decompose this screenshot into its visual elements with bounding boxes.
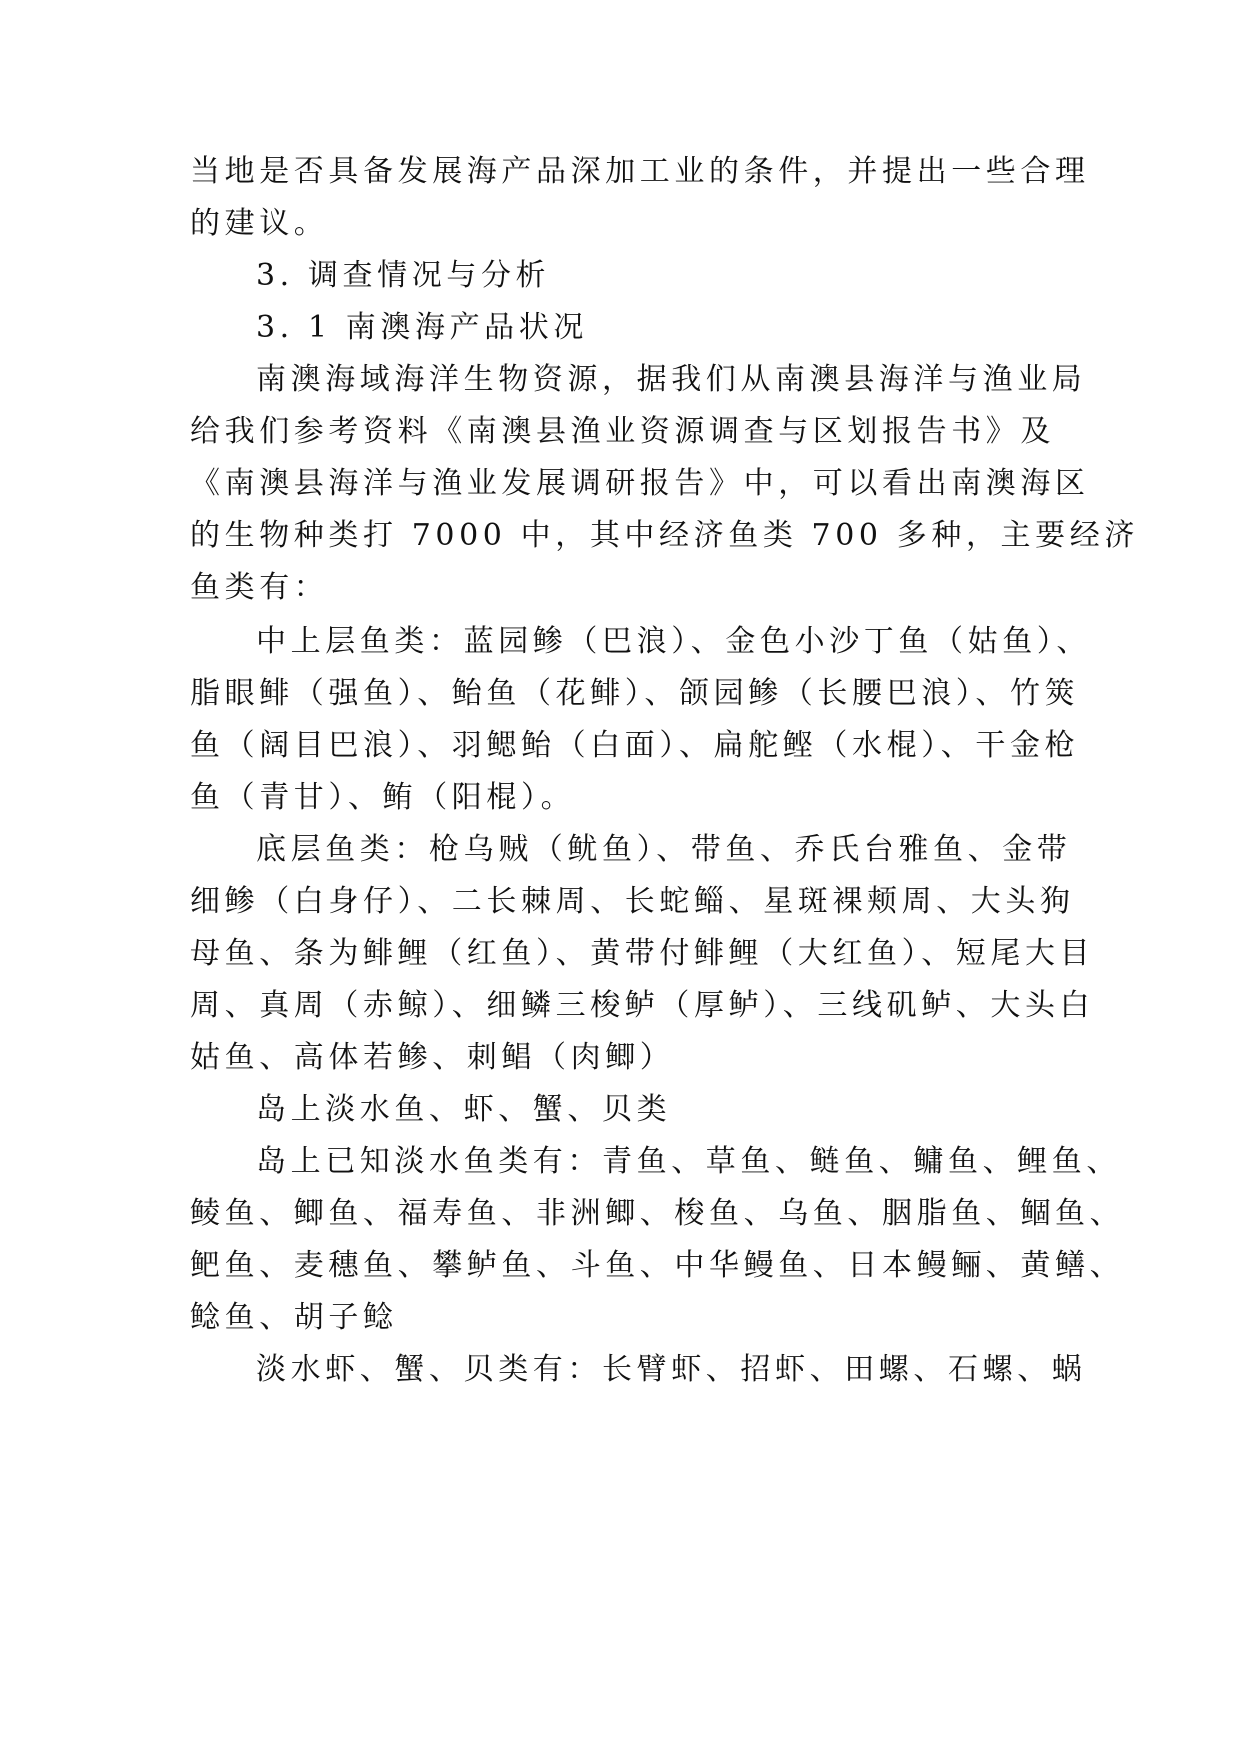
- text-line: 细鲹（白身仔）、二长棘周、长蛇鲻、星斑裸颊周、大头狗: [190, 884, 1075, 919]
- text-line: 《南澳县海洋与渔业发展调研报告》中，可以看出南澳海区: [190, 466, 1090, 501]
- text-line: 鲃鱼、麦穗鱼、攀鲈鱼、斗鱼、中华鳗鱼、日本鳗鲡、黄鳝、: [190, 1248, 1125, 1283]
- text-line: 岛上已知淡水鱼类有：青鱼、草鱼、鲢鱼、鳙鱼、鲤鱼、: [256, 1144, 1121, 1179]
- text-line: 岛上淡水鱼、虾、蟹、贝类: [256, 1092, 672, 1127]
- text-line: 鲮鱼、鲫鱼、福寿鱼、非洲鲫、梭鱼、乌鱼、胭脂鱼、鲴鱼、: [190, 1196, 1125, 1231]
- text-line: 鲶鱼、胡子鲶: [190, 1300, 398, 1335]
- text-line: 姑鱼、高体若鲹、刺鲳（肉鲫）: [190, 1040, 675, 1075]
- text-line: 南澳海域海洋生物资源，据我们从南澳县海洋与渔业局: [256, 362, 1087, 397]
- text-line: 鱼（阔目巴浪）、羽鳃鲐（白面）、扁舵鲣（水棍）、干金枪: [190, 728, 1080, 763]
- text-line: 当地是否具备发展海产品深加工业的条件，并提出一些合理: [190, 154, 1090, 189]
- text-line: 的生物种类打 7000 中，其中经济鱼类 700 多种，主要经济: [190, 518, 1139, 553]
- text-line: 底层鱼类：枪乌贼（鱿鱼）、带鱼、乔氏台雅鱼、金带: [256, 832, 1072, 867]
- text-line: 给我们参考资料《南澳县渔业资源调查与区划报告书》及: [190, 414, 1055, 449]
- text-line: 中上层鱼类：蓝园鲹（巴浪）、金色小沙丁鱼（姑鱼）、: [256, 624, 1091, 659]
- text-line: 的建议。: [190, 206, 329, 241]
- section-heading: 3. 调查情况与分析: [256, 258, 551, 293]
- subsection-heading: 3. 1 南澳海产品状况: [256, 310, 588, 345]
- text-line: 脂眼鲱（强鱼）、鲐鱼（花鲱）、颌园鲹（长腰巴浪）、竹筴: [190, 676, 1080, 711]
- text-line: 淡水虾、蟹、贝类有：长臂虾、招虾、田螺、石螺、蜗: [256, 1352, 1087, 1387]
- text-line: 鱼类有：: [190, 570, 329, 605]
- text-line: 周、真周（赤鲸）、细鳞三梭鲈（厚鲈）、三线矶鲈、大头白: [190, 988, 1095, 1023]
- text-line: 鱼（青甘）、鲔（阳棍）。: [190, 780, 576, 815]
- text-line: 母鱼、条为鲱鲤（红鱼）、黄带付鲱鲤（大红鱼）、短尾大目: [190, 936, 1095, 971]
